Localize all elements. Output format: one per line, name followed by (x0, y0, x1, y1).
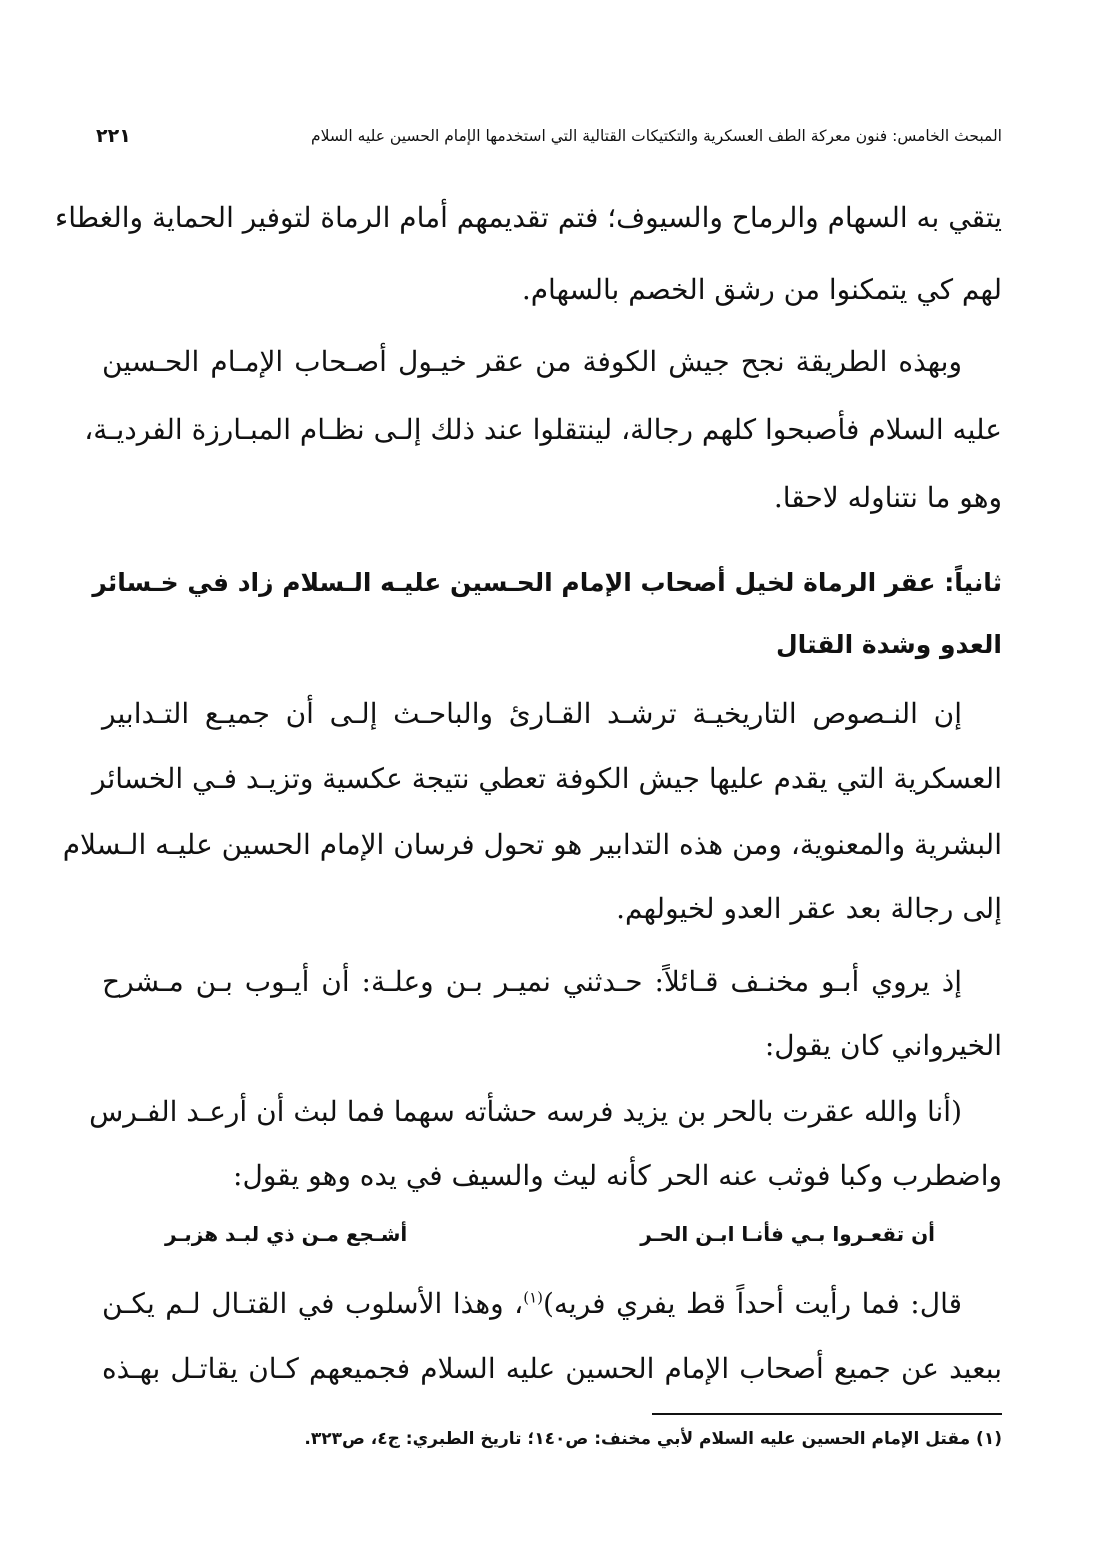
body-line-12 (102, 1284, 962, 1324)
body-line-4: عليه السلام فأصبحوا كلهم رجالة، لينتقلوا عند ذلك إلـى نظـام المبـارزة الفرديـة، (84, 413, 1002, 446)
section-heading-line-1: ثانياً: عقر الرماة لخيل أصحاب الإمام الحـسين عليـه الـسلام زاد في خـسائر (92, 568, 1002, 597)
body-line-5: وهو ما نتناوله لاحقا. (773, 481, 1002, 514)
quote-line-1: (أنا والله عقرت بالحر بن يزيد فرسه حشأته سهما فما لبث أن أرعـد الفـرس (89, 1095, 962, 1128)
footnote-divider (652, 1413, 1002, 1415)
header-title: المبحث الخامس: فنون معركة الطف العسكرية والتكتيكات القتالية التي استخدمها الإمام الحسين عليه السلام (311, 127, 1002, 145)
body-line-12-rest: ، وهذا الأسلوب في القتـال لـم يكـن (102, 1287, 524, 1320)
body-line-10: إذ يروي أبـو مخنـف قـائلاً: حـدثني نميـر بـن وعلـة: أن أيـوب بـن مـشرح (102, 965, 962, 998)
poem-verse (165, 1214, 935, 1254)
body-line-7: العسكرية التي يقدم عليها جيش الكوفة تعطي نتيجة عكسية وتزيـد فـي الخسائر (92, 762, 1002, 795)
body-line-1: يتقي به السهام والرماح والسيوف؛ فتم تقديمهم أمام الرماة لتوفير الحماية والغطاء (55, 201, 1002, 234)
quote-line-2: واضطرب وكبا فوثب عنه الحر كأنه ليث والسيف في يده وهو يقول: (233, 1159, 1002, 1192)
verse-first-hemistich: أن تقعـروا بـي فأنـا ابـن الحـر (640, 1222, 935, 1246)
body-line-6: إن النـصوص التاريخيـة ترشـد القـارئ والباحـث إلـى أن جميـع التـدابير (102, 697, 962, 730)
footnote: (١) مقتل الإمام الحسين عليه السلام لأبي مخنف: ص١٤٠؛ تاريخ الطبري: ج٤، ص٣٢٣. (304, 1429, 1002, 1449)
body-line-9: إلى رجالة بعد عقر العدو لخيولهم. (616, 892, 1002, 925)
body-line-2: لهم كي يتمكنوا من رشق الخصم بالسهام. (521, 273, 1002, 306)
verse-second-hemistich: أشـجع مـن ذي لبـد هزبـر (165, 1222, 408, 1246)
quote-end: قال: فما رأيت أحداً قط يفري فريه) (542, 1287, 963, 1320)
section-heading-line-2: العدو وشدة القتال (775, 630, 1002, 659)
body-line-8: البشرية والمعنوية، ومن هذه التدابير هو تحول فرسان الإمام الحسين عليـه الـسلام (62, 828, 1002, 861)
footnote-reference: (١) (523, 1288, 543, 1307)
page-number: ٢٢١ (96, 125, 131, 147)
running-header (96, 116, 1002, 156)
body-line-3: وبهذه الطريقة نجح جيش الكوفة من عقر خيـول أصـحاب الإمـام الحـسين (102, 345, 962, 378)
body-line-13: ببعيد عن جميع أصحاب الإمام الحسين عليه السلام فجميعهم كـان يقاتـل بهـذه (102, 1352, 1002, 1385)
body-line-11: الخيرواني كان يقول: (764, 1029, 1002, 1062)
